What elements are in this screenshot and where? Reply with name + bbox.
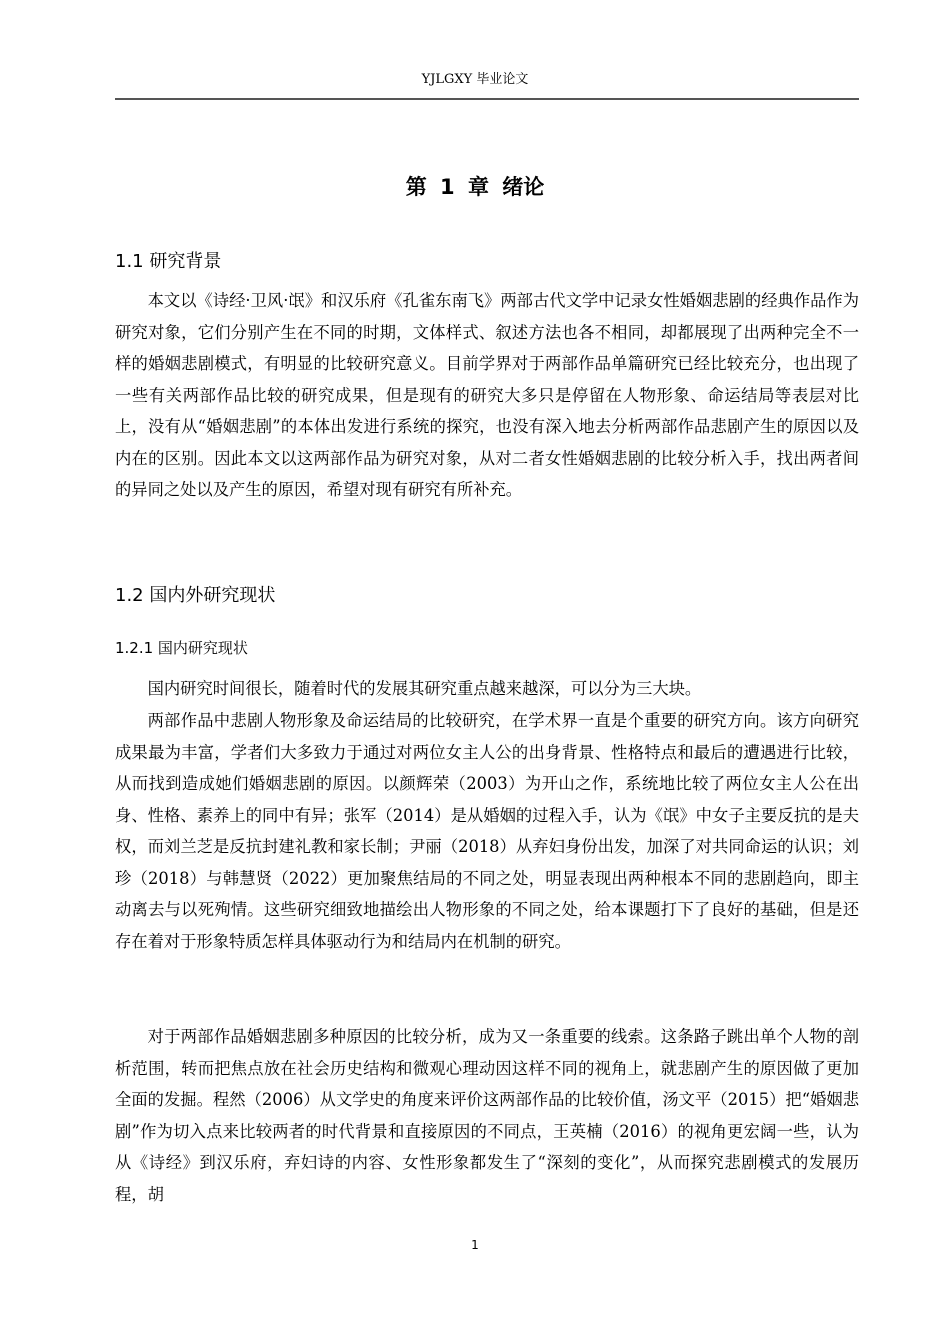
paragraph-background: 本文以《诗经·卫风·氓》和汉乐府《孔雀东南飞》两部古代文学中记录女性婚姻悲剧的经典作品作为研究对象，它们分别产生在不同的时期，文体样式、叙述方法也各不相同，却都展现了出两种完全不一样的婚姻悲剧模式，有明显的比较研究意义。目前学界对于两部作品单篇研究已经比较充分，也出现了一些有关两部作品比较的研究成果，但是现有的研究大多只是停留在人物形象、命运结局等表层对比上，没有从“婚姻悲剧”的本体出发进行系统的探究，也没有深入地去分析两部作品悲剧产生的原因以及内在的区别。因此本文以这两部作品为研究对象，从对二者女性婚姻悲剧的比较分析入手，找出两者间的异同之处以及产生的原因，希望对现有研究有所补充。	[115, 291, 859, 499]
section-heading-1-2: 1.2 国内外研究现状	[115, 585, 276, 606]
header-rule	[115, 98, 859, 100]
paragraph-domestic-characters: 两部作品中悲剧人物形象及命运结局的比较研究，在学术界一直是个重要的研究方向。该方向研究成果最为丰富，学者们大多致力于通过对两位女主人公的出身背景、性格特点和最后的遭遇进行比较，从而找到造成她们婚姻悲剧的原因。以颜辉荣（2003）为开山之作，系统地比较了两位女主人公在出身、性格、素养上的同中有异；张军（2014）是从婚姻的过程入手，认为《氓》中女子主要反抗的是夫权，而刘兰芝是反抗封建礼教和家长制；尹丽（2018）从弃妇身份出发，加深了对共同命运的认识；刘珍（2018）与韩慧贤（2022）更加聚焦结局的不同之处，明显表现出两种根本不同的悲剧趋向，即主动离去与以死殉情。这些研究细致地描绘出人物形象的不同之处，给本课题打下了良好的基础，但是还存在着对于形象特质怎样具体驱动行为和结局内在机制的研究。	[115, 711, 859, 951]
chapter-title: 第 1 章 绪论	[405, 175, 545, 199]
paragraph-domestic-causes: 对于两部作品婚姻悲剧多种原因的比较分析，成为又一条重要的线索。这条路子跳出单个人物的剖析范围，转而把焦点放在社会历史结构和微观心理动因这样不同的视角上，就悲剧产生的原因做了更加全面的发掘。程然（2006）从文学史的角度来评价这两部作品的比较价值，汤文平（2015）把“婚姻悲剧”作为切入点来比较两者的时代背景和直接原因的不同点，王英楠（2016）的视角更宏阔一些，认为从《诗经》到汉乐府，弃妇诗的内容、女性形象都发生了“深刻的变化”，从而探究悲剧模式的发展历程，胡	[115, 1027, 859, 1204]
section-heading-1-1: 1.1 研究背景	[115, 251, 222, 272]
running-header: YJLGXY 毕业论文	[421, 72, 529, 87]
subsection-heading-1-2-1: 1.2.1 国内研究现状	[115, 639, 248, 657]
page-number: 1	[471, 1238, 479, 1252]
paragraph-domestic-intro: 国内研究时间很长，随着时代的发展其研究重点越来越深，可以分为三大块。	[147, 679, 702, 698]
